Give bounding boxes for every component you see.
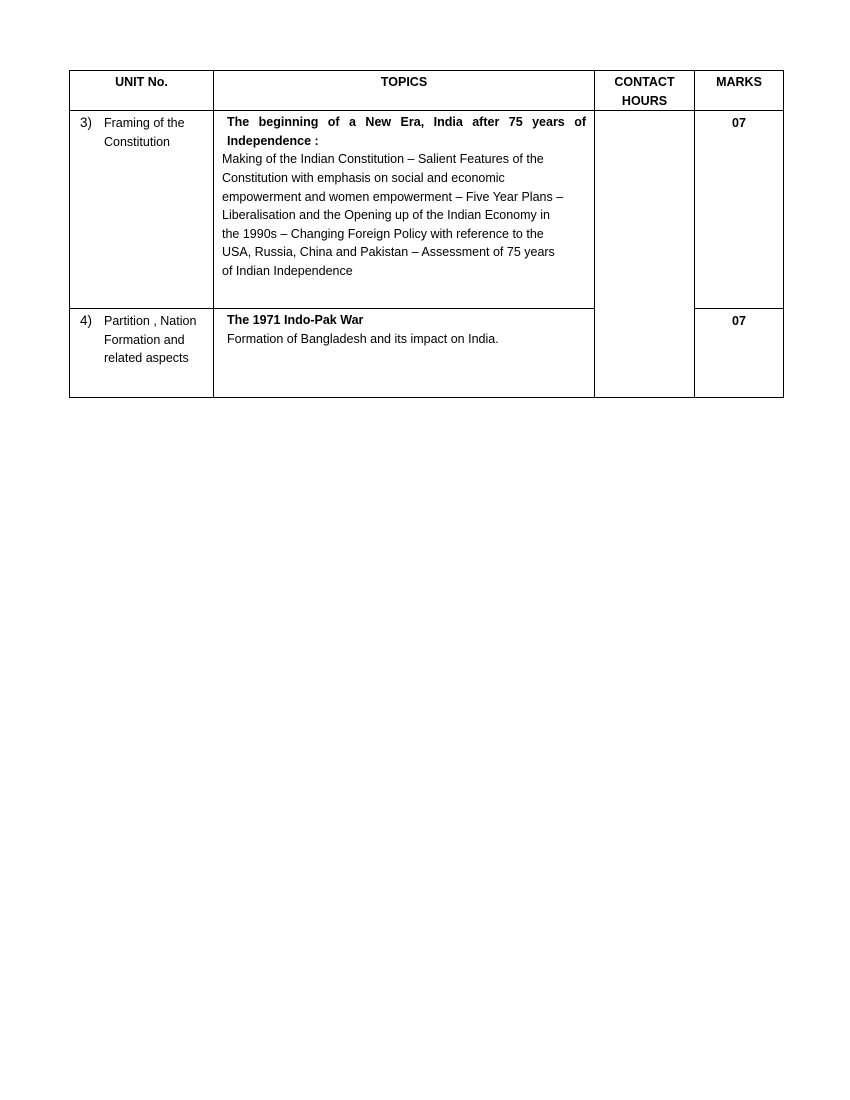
topic-heading: The 1971 Indo-Pak War	[227, 313, 364, 328]
unit-number: 3)	[80, 115, 93, 131]
syllabus-table	[69, 70, 784, 398]
contact-hours-cell	[595, 111, 695, 398]
topics-cell	[214, 111, 595, 309]
unit-cell	[70, 111, 214, 309]
header-unit-no: UNIT No.	[70, 71, 214, 111]
header-topics: TOPICS	[214, 71, 595, 111]
table-row	[70, 111, 784, 309]
unit-number: 4)	[80, 313, 93, 329]
topic-body: Formation of Bangladesh and its impact on India.	[227, 331, 499, 346]
header-contact-hours	[595, 71, 695, 111]
unit-title: Framing of the Constitution	[104, 116, 185, 149]
unit-cell	[70, 309, 214, 398]
unit-title: Partition , Nation Formation and related aspects	[104, 314, 197, 366]
header-contact-hours-line2: HOURS	[621, 93, 668, 108]
topics-cell	[214, 309, 595, 398]
marks-cell: 07	[695, 111, 784, 309]
marks-cell: 07	[695, 309, 784, 398]
table-header-row	[70, 71, 784, 111]
topic-body: Making of the Indian Constitution – Salient Features of the Constitution with emphasis on social and economic empowerment and women empowerment – Five Year Plans – Liberalisation and the Opening up of the Indian Economy in the 1990s – Changing Foreign Policy with reference to the USA, Russia, China and Pakistan – Assessment of 75 years of Indian Independence	[222, 152, 564, 278]
header-marks: MARKS	[695, 71, 784, 111]
topic-heading: The beginning of a New Era, India after 75 years of Independence :	[227, 115, 586, 148]
header-contact-hours-line1: CONTACT	[614, 75, 675, 89]
